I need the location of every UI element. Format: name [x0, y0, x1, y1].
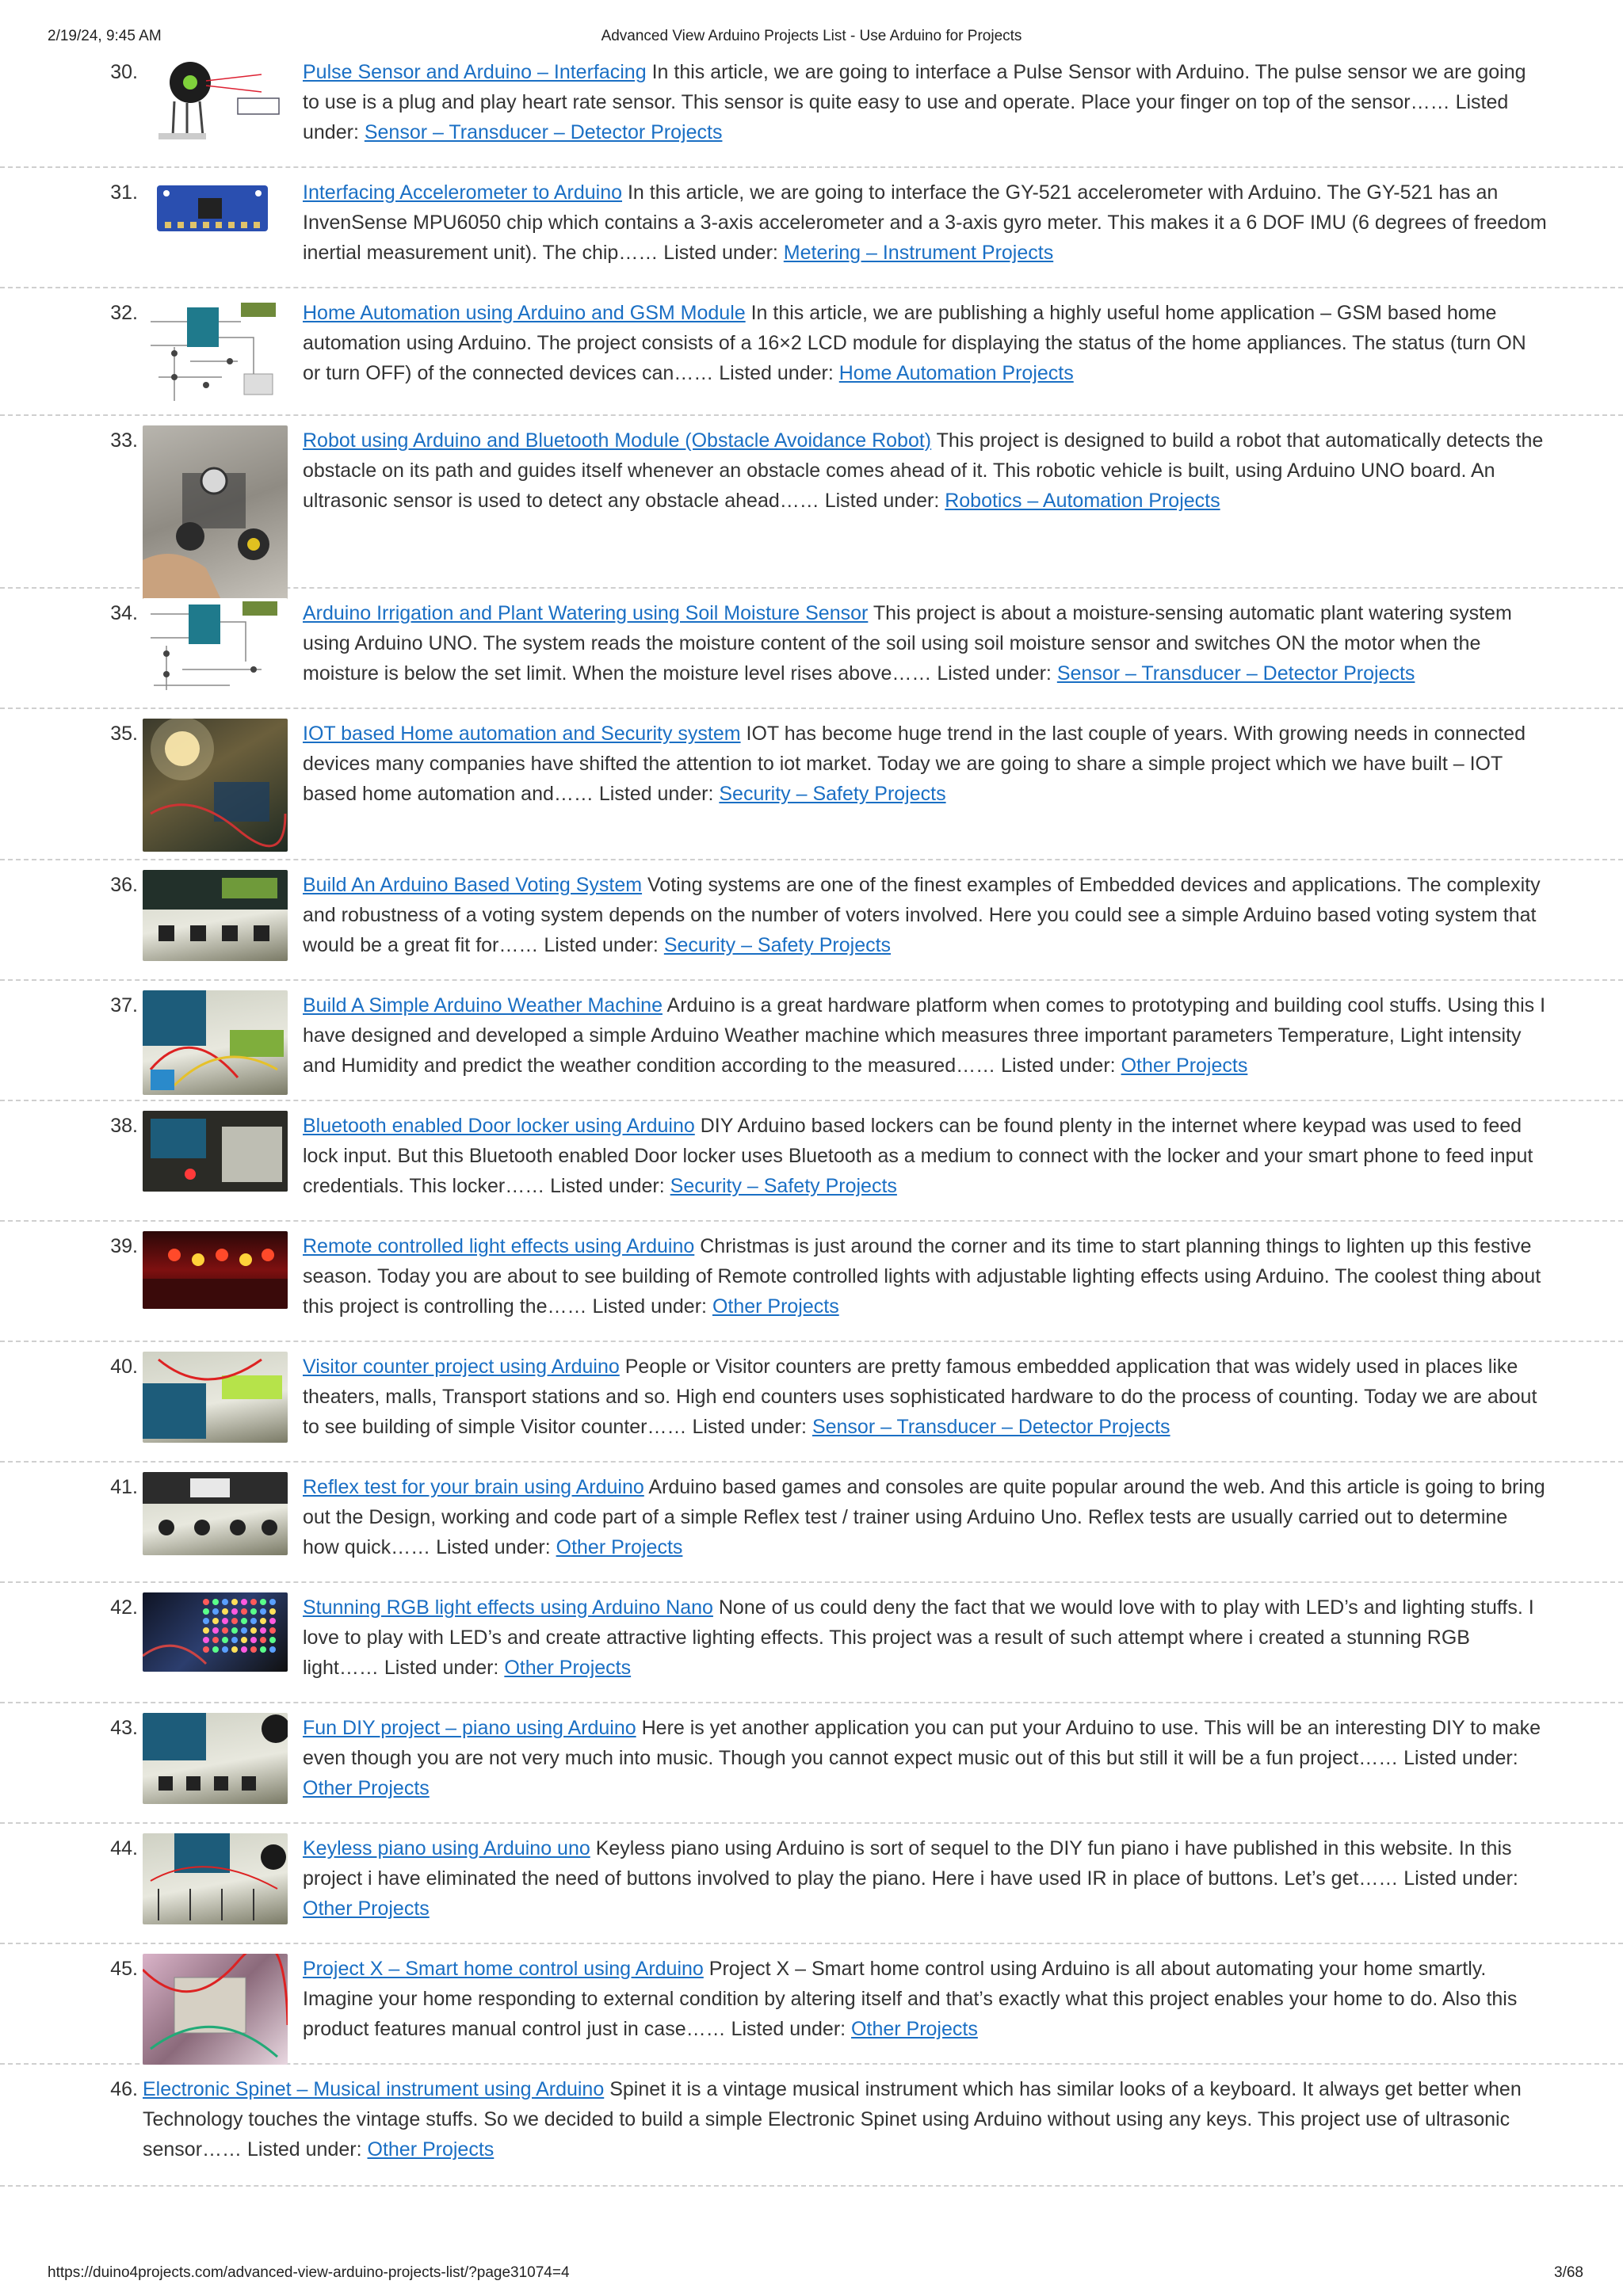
category-link[interactable]: Sensor – Transducer – Detector Projects	[812, 1416, 1170, 1438]
project-thumbnail[interactable]	[143, 57, 288, 152]
category-link[interactable]: Security – Safety Projects	[719, 783, 946, 805]
item-description: In this article, we are publishing a highly useful home application – GSM based home automation using Arduino. The project consists of a 16×2 LCD module for displaying the status of the home appliances. The status (turn ON or turn OFF) of the connected devices can……	[303, 302, 1526, 384]
listed-under-label: Listed under:	[384, 1657, 499, 1679]
project-title-link[interactable]: Pulse Sensor and Arduino – Interfacing	[303, 61, 647, 83]
list-item	[0, 288, 1623, 416]
listed-under-label: Listed under:	[937, 662, 1052, 685]
item-number: 39.	[110, 1235, 138, 1257]
print-page-number: 3/68	[1554, 2264, 1583, 2281]
item-number: 41.	[110, 1476, 138, 1498]
project-title-link[interactable]: Build A Simple Arduino Weather Machine	[303, 994, 663, 1016]
item-number: 34.	[110, 602, 138, 624]
item-number: 45.	[110, 1958, 138, 1980]
list-item	[0, 1101, 1623, 1222]
item-body	[303, 1111, 1547, 1201]
keyless-piano-photo-icon	[143, 1833, 288, 1924]
list-item	[0, 1222, 1623, 1342]
item-number: 46.	[110, 2078, 138, 2100]
project-thumbnail[interactable]	[143, 1592, 288, 1672]
listed-under-label: Listed under:	[692, 1416, 807, 1438]
light-effects-photo-icon	[143, 1231, 288, 1309]
voting-breadboard-icon	[143, 870, 288, 961]
project-thumbnail[interactable]	[143, 719, 288, 852]
listed-under-label: Listed under:	[1403, 1747, 1518, 1769]
list-item	[0, 981, 1623, 1101]
item-description: In this article, we are going to interface a Pulse Sensor with Arduino. The pulse sensor we are going to use is a plug and play heart rate sensor. This sensor is quite easy to use and operate. Place your finger on top of the sensor……	[303, 61, 1526, 113]
category-link[interactable]: Other Projects	[556, 1536, 683, 1558]
item-number: 44.	[110, 1837, 138, 1859]
project-thumbnail[interactable]	[143, 990, 288, 1095]
list-item	[0, 589, 1623, 709]
print-footer	[0, 2264, 1623, 2288]
item-description: None of us could deny the fact that we would love with to play with LED’s and lighting stuffs. I love to play with LED’s and create attractive lighting effects. This project was a result of such attempt where i created a stunning RGB light……	[303, 1596, 1534, 1679]
category-link[interactable]: Home Automation Projects	[838, 362, 1074, 384]
category-link[interactable]: Sensor – Transducer – Detector Projects	[1056, 662, 1415, 685]
project-title-link[interactable]: Robot using Arduino and Bluetooth Module (Obstacle Avoidance Robot)	[303, 429, 932, 452]
list-item	[0, 1463, 1623, 1583]
visitor-counter-photo-icon	[143, 1352, 288, 1443]
list-item	[0, 2065, 1623, 2187]
listed-under-label: Listed under:	[550, 1175, 665, 1197]
project-thumbnail[interactable]	[143, 1713, 288, 1804]
item-description: Project X – Smart home control using Arduino is all about automating your home smartly. Imagine your home responding to external condition by altering itself and that’s exactly what this project enables your home to do. Also this product features manual control just in case……	[303, 1958, 1518, 2040]
item-number: 35.	[110, 723, 138, 745]
category-link[interactable]: Other Projects	[303, 1897, 430, 1920]
item-body	[303, 1231, 1547, 1322]
list-item	[0, 709, 1623, 860]
item-number: 31.	[110, 181, 138, 204]
project-title-link[interactable]: Electronic Spinet – Musical instrument using Arduino	[143, 2078, 605, 2100]
list-item	[0, 1824, 1623, 1944]
project-title-link[interactable]: Remote controlled light effects using Arduino	[303, 1235, 695, 1257]
circuit-diagram-icon	[143, 298, 288, 409]
item-body	[303, 1592, 1547, 1683]
category-link[interactable]: Other Projects	[367, 2138, 495, 2161]
item-number: 30.	[110, 61, 138, 83]
item-body	[303, 870, 1547, 960]
diy-piano-photo-icon	[143, 1713, 288, 1804]
item-number: 33.	[110, 429, 138, 452]
listed-under-label: Listed under:	[663, 242, 778, 264]
listed-under-label: Listed under:	[592, 1295, 707, 1318]
item-description: Christmas is just around the corner and its time to start planning things to lighten up this festive season. Today you are about to see building of Remote controlled lights with adjustable lighting effects using Arduino. The coolest thing about this project is controlling the……	[303, 1235, 1541, 1318]
project-thumbnail[interactable]	[143, 1231, 288, 1309]
listed-under-label: Listed under:	[731, 2018, 846, 2040]
listed-under-label: Listed under:	[544, 934, 659, 956]
project-title-link[interactable]: Stunning RGB light effects using Arduino Nano	[303, 1596, 713, 1619]
item-description: Spinet it is a vintage musical instrument which has similar looks of a keyboard. It always get better when Technology touches the vintage stuffs. So we decided to build a simple Electronic Spinet using Arduino without using any keys. This project use of ultrasonic sensor……	[143, 2078, 1522, 2161]
project-thumbnail[interactable]	[143, 1954, 288, 2065]
weather-breadboard-icon	[143, 990, 288, 1095]
list-item	[0, 1342, 1623, 1463]
listed-under-label: Listed under:	[719, 362, 834, 384]
project-thumbnail[interactable]	[143, 1111, 288, 1192]
print-url: https://duino4projects.com/advanced-view-arduino-projects-list/?page31074=4	[48, 2264, 570, 2281]
project-title-link[interactable]: Reflex test for your brain using Arduino	[303, 1476, 644, 1498]
item-description: Voting systems are one of the finest examples of Embedded devices and applications. The complexity and robustness of a voting system depends on the number of voters involved. Here you could see a simple Arduino based voting system that would be a great fit for……	[303, 874, 1541, 956]
project-thumbnail[interactable]	[143, 298, 288, 409]
item-description: People or Visitor counters are pretty famous embedded application that was widely used in places like theaters, malls, Transport stations and so. High end counters uses sophisticated hardware to do the process of counting. Today we are about to see building of simple Visitor counter……	[303, 1356, 1537, 1438]
item-description: Here is yet another application you can put your Arduino to use. This will be an interesting DIY to make even though you are not very much into music. Though you cannot expect music out of this but still it will be a fun project……	[303, 1717, 1541, 1769]
category-link[interactable]: Other Projects	[712, 1295, 839, 1318]
list-item	[0, 168, 1623, 288]
project-title-link[interactable]: Arduino Irrigation and Plant Watering using Soil Moisture Sensor	[303, 602, 869, 624]
category-link[interactable]: Security – Safety Projects	[663, 934, 892, 956]
item-description: This project is designed to build a robot that automatically detects the obstacle on its path and guides itself whenever an obstacle comes ahead of it. This robotic vehicle is built, using Arduino UNO board. An ultrasonic sensor is used to detect any obstacle ahead……	[303, 429, 1544, 512]
project-title-link[interactable]: Fun DIY project – piano using Arduino	[303, 1717, 636, 1739]
listed-under-label: Listed under:	[436, 1536, 551, 1558]
item-body	[303, 1833, 1547, 1924]
category-link[interactable]: Sensor – Transducer – Detector Projects	[364, 121, 723, 143]
item-body	[303, 57, 1547, 147]
item-body	[303, 425, 1547, 516]
list-item	[0, 48, 1623, 168]
item-body	[303, 719, 1547, 809]
project-title-link[interactable]: Home Automation using Arduino and GSM Module	[303, 302, 746, 324]
door-locker-photo-icon	[143, 1111, 288, 1192]
project-thumbnail[interactable]	[143, 1472, 288, 1555]
smart-home-photo-icon	[143, 1954, 288, 2065]
irrigation-diagram-icon	[143, 598, 288, 693]
item-body	[303, 177, 1547, 268]
project-title-link[interactable]: IOT based Home automation and Security system	[303, 723, 741, 745]
category-link[interactable]: Other Projects	[303, 1777, 430, 1799]
item-body	[303, 1352, 1547, 1442]
list-item	[0, 860, 1623, 981]
item-body	[303, 298, 1547, 388]
project-thumbnail[interactable]	[143, 177, 288, 241]
iot-photo-icon	[143, 719, 288, 852]
category-link[interactable]: Metering – Instrument Projects	[783, 242, 1054, 264]
category-link[interactable]: Security – Safety Projects	[670, 1175, 897, 1197]
category-link[interactable]: Other Projects	[504, 1657, 632, 1679]
project-list	[0, 48, 1623, 2187]
print-datetime: 2/19/24, 9:45 AM	[48, 28, 162, 44]
project-thumbnail[interactable]	[143, 1352, 288, 1443]
item-description: This project is about a moisture-sensing automatic plant watering system using Arduino UNO. The system reads the moisture content of the soil using soil moisture sensor and switches ON the motor when the moisture is below the set limit. When the moisture level rises above……	[303, 602, 1512, 685]
print-page-title: Advanced View Arduino Projects List - Use Arduino for Projects	[601, 28, 1022, 44]
project-title-link[interactable]: Project X – Smart home control using Arduino	[303, 1958, 704, 1980]
item-number: 37.	[110, 994, 138, 1016]
project-title-link[interactable]: Interfacing Accelerometer to Arduino	[303, 181, 623, 204]
item-body	[143, 2074, 1547, 2164]
item-description: In this article, we are going to interface the GY-521 accelerometer with Arduino. The GY-521 has an InvenSense MPU6050 chip which contains a 3-axis accelerometer and a 3-axis gyro meter. This makes it a 6 DOF IMU (6 degrees of freedom inertial measurement unit). The chip……	[303, 181, 1547, 264]
item-body	[303, 598, 1547, 688]
list-item	[0, 1703, 1623, 1824]
listed-under-label: Listed under:	[303, 91, 1509, 143]
listed-under-label: Listed under:	[1001, 1055, 1116, 1077]
item-number: 38.	[110, 1115, 138, 1137]
item-description: Arduino based games and consoles are quite popular around the web. And this article is going to bring out the Design, working and code part of a simple Reflex test / trainer using Arduino Uno. Reflex tests are usually carried out to determine how quick……	[303, 1476, 1545, 1558]
listed-under-label: Listed under:	[598, 783, 714, 805]
item-number: 43.	[110, 1717, 138, 1739]
item-description: Arduino is a great hardware platform when comes to prototyping and building cool stuffs. Using this I have designed and developed a simple Arduino Weather machine which measures three important parameters Temperature, Light intensity and Humidity and predict the weather condition according to the measured……	[303, 994, 1546, 1077]
accelerometer-board-icon	[143, 177, 288, 241]
item-number: 42.	[110, 1596, 138, 1619]
category-link[interactable]: Robotics – Automation Projects	[945, 490, 1220, 512]
project-title-link[interactable]: Build An Arduino Based Voting System	[303, 874, 643, 896]
project-thumbnail[interactable]	[143, 870, 288, 961]
item-number: 40.	[110, 1356, 138, 1378]
pulse-sensor-image-icon	[143, 57, 288, 152]
item-number: 32.	[110, 302, 138, 324]
project-thumbnail[interactable]	[143, 598, 288, 693]
list-item	[0, 1944, 1623, 2065]
item-body	[303, 1472, 1547, 1562]
project-title-link[interactable]: Visitor counter project using Arduino	[303, 1356, 620, 1378]
rgb-matrix-photo-icon	[143, 1592, 288, 1672]
list-item	[0, 1583, 1623, 1703]
item-description: Keyless piano using Arduino is sort of sequel to the DIY fun piano i have published in this website. In this project i have eliminated the need of buttons involved to play the piano. Here i have used IR in place of buttons. Let’s get……	[303, 1837, 1512, 1890]
item-number: 36.	[110, 874, 138, 896]
project-title-link[interactable]: Keyless piano using Arduino uno	[303, 1837, 590, 1859]
item-body	[303, 1954, 1547, 2044]
project-title-link[interactable]: Bluetooth enabled Door locker using Arduino	[303, 1115, 695, 1137]
item-body	[303, 990, 1547, 1081]
category-link[interactable]: Other Projects	[1121, 1055, 1248, 1077]
list-item	[0, 416, 1623, 589]
listed-under-label: Listed under:	[1403, 1867, 1518, 1890]
project-thumbnail[interactable]	[143, 1833, 288, 1924]
item-description: DIY Arduino based lockers can be found plenty in the internet where keypad was used to feed lock input. But this Bluetooth enabled Door locker uses Bluetooth as a medium to connect with the locker and your smart phone to feed input credentials. This locker……	[303, 1115, 1533, 1197]
reflex-test-photo-icon	[143, 1472, 288, 1555]
item-description: IOT has become huge trend in the last couple of years. With growing needs in connected devices many companies have shifted the attention to iot market. Today we are going to share a simple project which we have built – IOT based home automation and……	[303, 723, 1526, 805]
item-body	[303, 1713, 1547, 1803]
category-link[interactable]: Other Projects	[851, 2018, 978, 2040]
listed-under-label: Listed under:	[824, 490, 940, 512]
listed-under-label: Listed under:	[247, 2138, 362, 2161]
